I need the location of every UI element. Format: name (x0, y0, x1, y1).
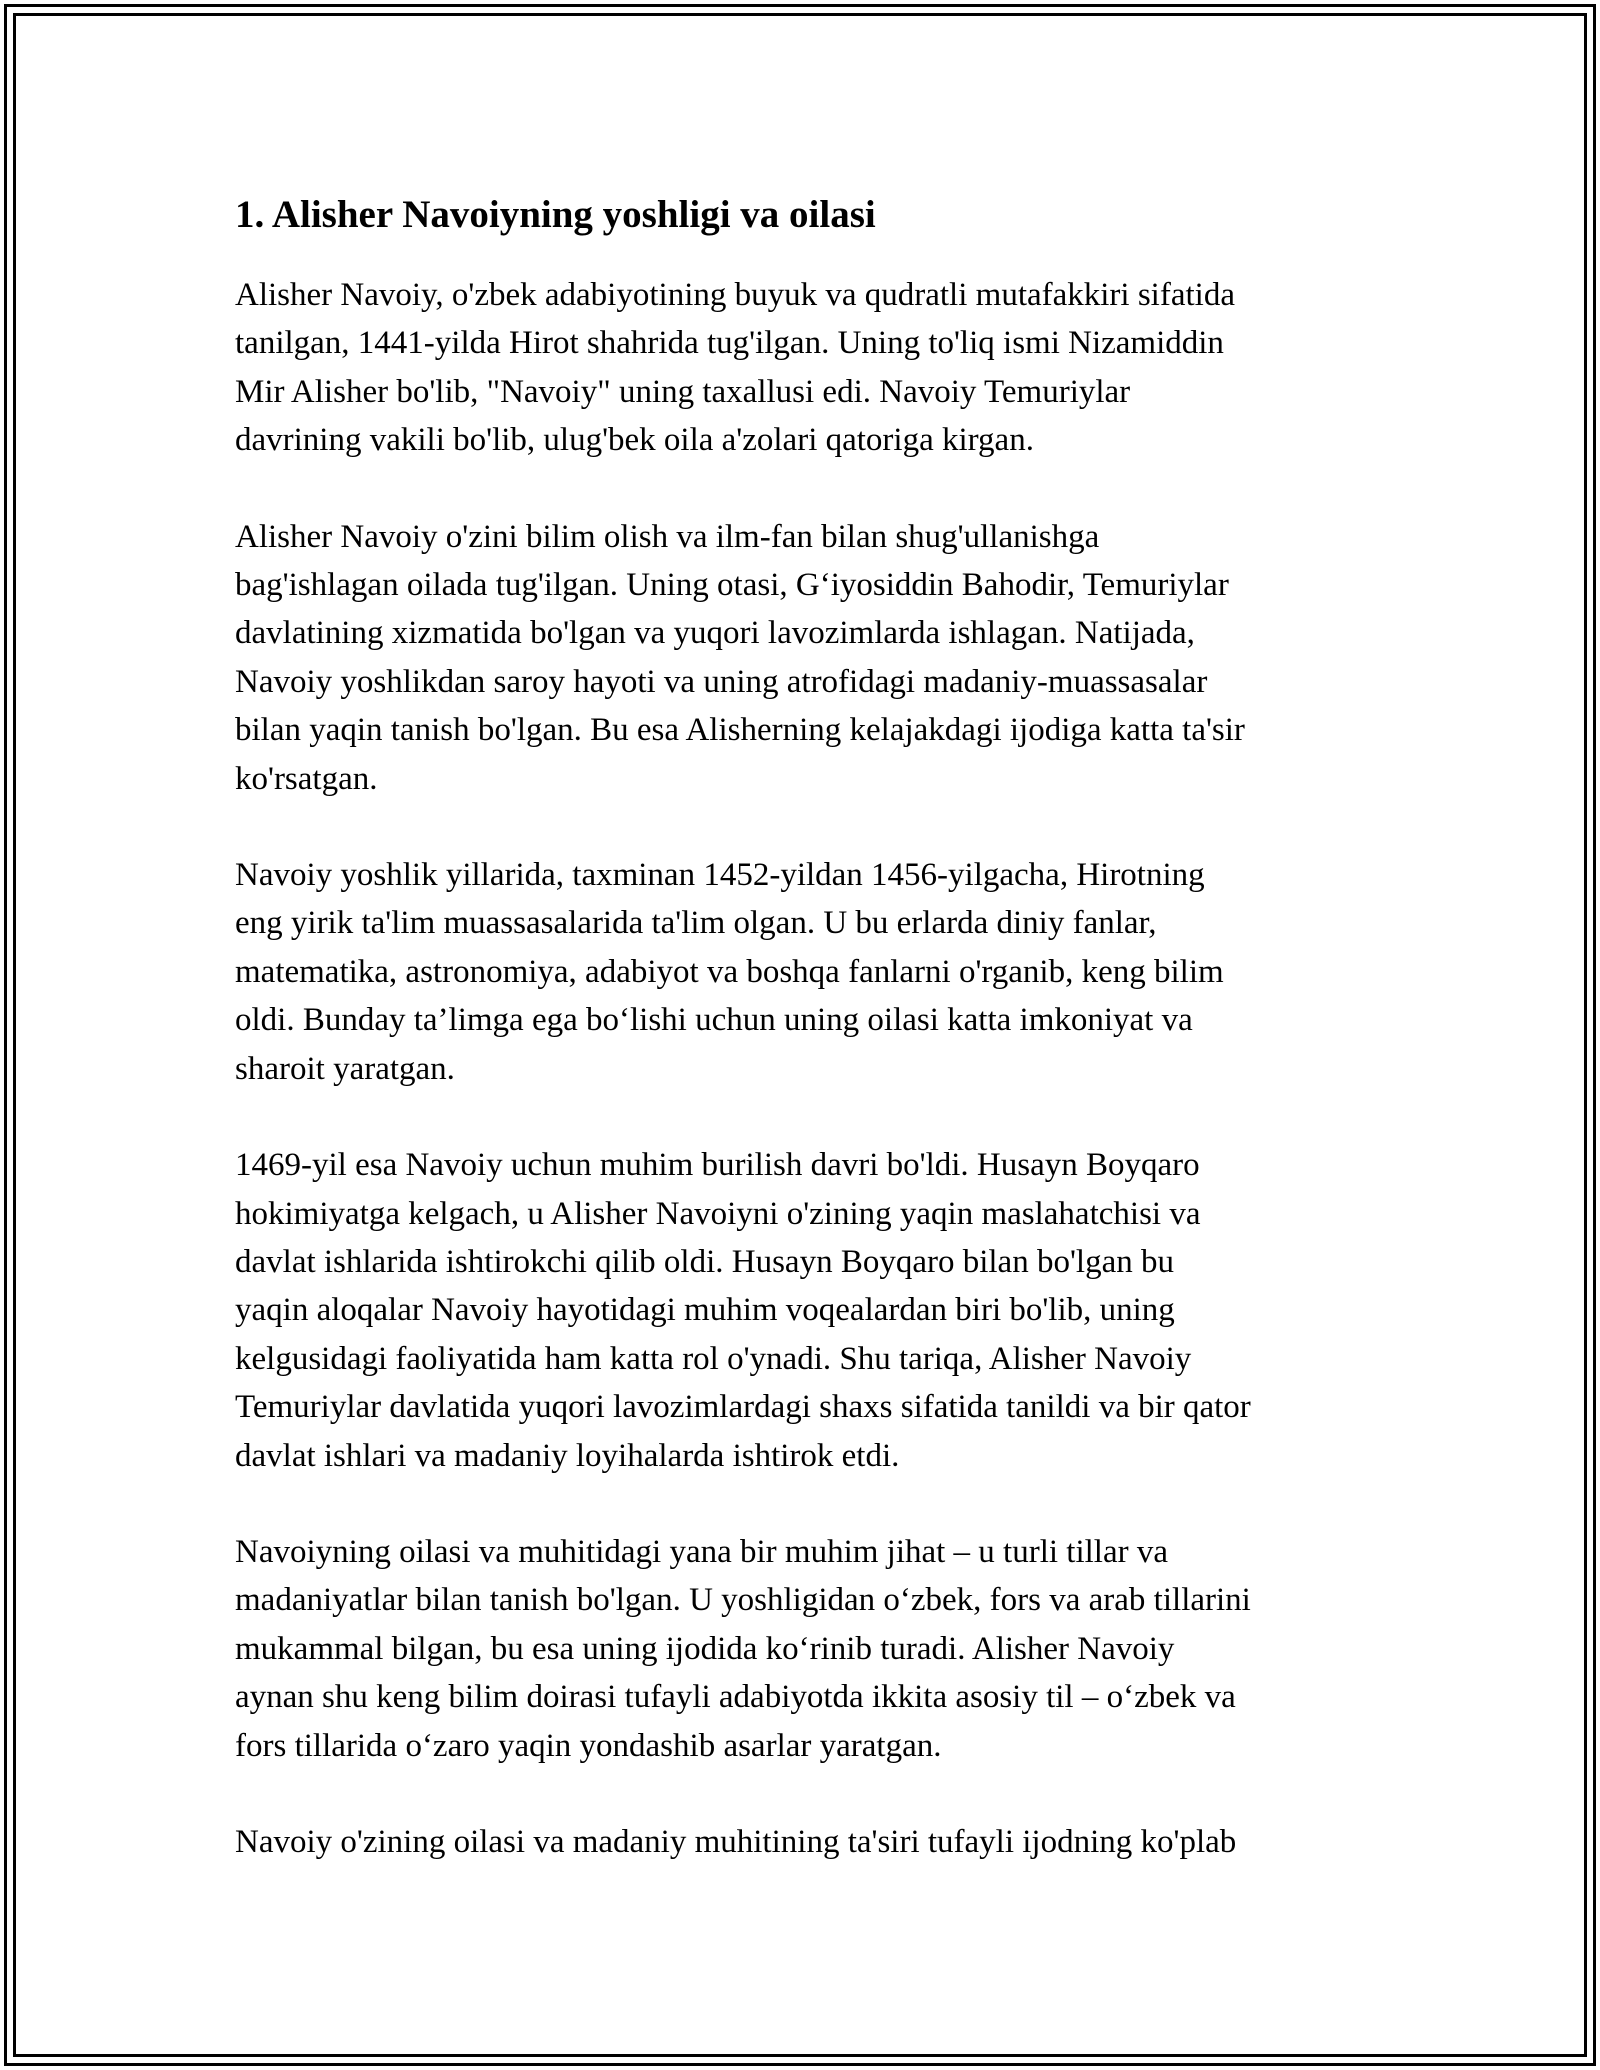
text-line: bag'ishlagan oilada tug'ilgan. Uning otasi, G‘iyosiddin Bahodir, Temuriylar (235, 567, 1229, 604)
text-line: Navoiy yoshlik yillarida, taxminan 1452-yildan 1456-yilgacha, Hirotning (235, 857, 1205, 894)
text-line: Navoiy yoshlikdan saroy hayoti va uning atrofidagi madaniy-muassasalar (235, 663, 1208, 700)
paragraph-6 (235, 1818, 1415, 1866)
section-heading: 1. Alisher Navoiyning yoshligi va oilasi (235, 193, 876, 236)
paragraph-2 (235, 513, 1415, 803)
text-line: eng yirik ta'lim muassasalarida ta'lim olgan. U bu erlarda diniy fanlar, (235, 905, 1157, 942)
text-line: tanilgan, 1441-yilda Hirot shahrida tug'ilgan. Uning to'liq ismi Nizamiddin (235, 325, 1224, 362)
text-line: mukammal bilgan, bu esa uning ijodida ko‘rinib turadi. Alisher Navoiy (235, 1630, 1175, 1667)
text-line: Navoiy o'zining oilasi va madaniy muhitining ta'siri tufayli ijodning ko'plab (235, 1823, 1237, 1860)
text-line: hokimiyatga kelgach, u Alisher Navoiyni o'zining yaqin maslahatchisi va (235, 1195, 1201, 1232)
text-line: bilan yaqin tanish bo'lgan. Bu esa Alisherning kelajakdagi ijodiga katta ta'sir (235, 712, 1245, 749)
text-line: fors tillarida o‘zaro yaqin yondashib asarlar yaratgan. (235, 1727, 942, 1764)
paragraph-1 (235, 271, 1415, 465)
text-line: davlat ishlari va madaniy loyihalarda ishtirok etdi. (235, 1437, 900, 1474)
text-line: davlatining xizmatida bo'lgan va yuqori lavozimlarda ishlagan. Natijada, (235, 615, 1195, 652)
paragraph-3 (235, 851, 1415, 1093)
text-line: aynan shu keng bilim doirasi tufayli adabiyotda ikkita asosiy til – o‘zbek va (235, 1679, 1236, 1716)
text-line: kelgusidagi faoliyatida ham katta rol o'ynadi. Shu tariqa, Alisher Navoiy (235, 1340, 1192, 1377)
text-line: matematika, astronomiya, adabiyot va boshqa fanlarni o'rganib, keng bilim (235, 953, 1224, 990)
text-line: Navoiyning oilasi va muhitidagi yana bir muhim jihat – u turli tillar va (235, 1533, 1169, 1570)
text-line: yaqin aloqalar Navoiy hayotidagi muhim voqealardan biri bo'lib, uning (235, 1292, 1175, 1329)
text-line: ko'rsatgan. (235, 760, 378, 797)
text-line: Mir Alisher bo'lib, "Navoiy" uning taxallusi edi. Navoiy Temuriylar (235, 373, 1131, 410)
text-line: 1469-yil esa Navoiy uchun muhim burilish davri bo'ldi. Husayn Boyqaro (235, 1147, 1200, 1184)
document-body (235, 185, 1415, 1914)
text-line: davrining vakili bo'lib, ulug'bek oila a'zolari qatoriga kirgan. (235, 422, 1034, 459)
text-line: sharoit yaratgan. (235, 1050, 455, 1087)
text-line: oldi. Bunday ta’limga ega bo‘lishi uchun uning oilasi katta imkoniyat va (235, 1002, 1193, 1039)
text-line: Alisher Navoiy, o'zbek adabiyotining buyuk va qudratli mutafakkiri sifatida (235, 277, 1235, 313)
text-line: davlat ishlarida ishtirokchi qilib oldi. Husayn Boyqaro bilan bo'lgan bu (235, 1243, 1174, 1280)
paragraph-5 (235, 1528, 1415, 1770)
paragraph-4 (235, 1141, 1415, 1480)
text-line: Alisher Navoiy o'zini bilim olish va ilm-fan bilan shug'ullanishga (235, 518, 1100, 555)
text-line: madaniyatlar bilan tanish bo'lgan. U yoshligidan o‘zbek, fors va arab tillarini (235, 1582, 1251, 1619)
text-line: Temuriylar davlatida yuqori lavozimlardagi shaxs sifatida tanildi va bir qator (235, 1389, 1251, 1426)
